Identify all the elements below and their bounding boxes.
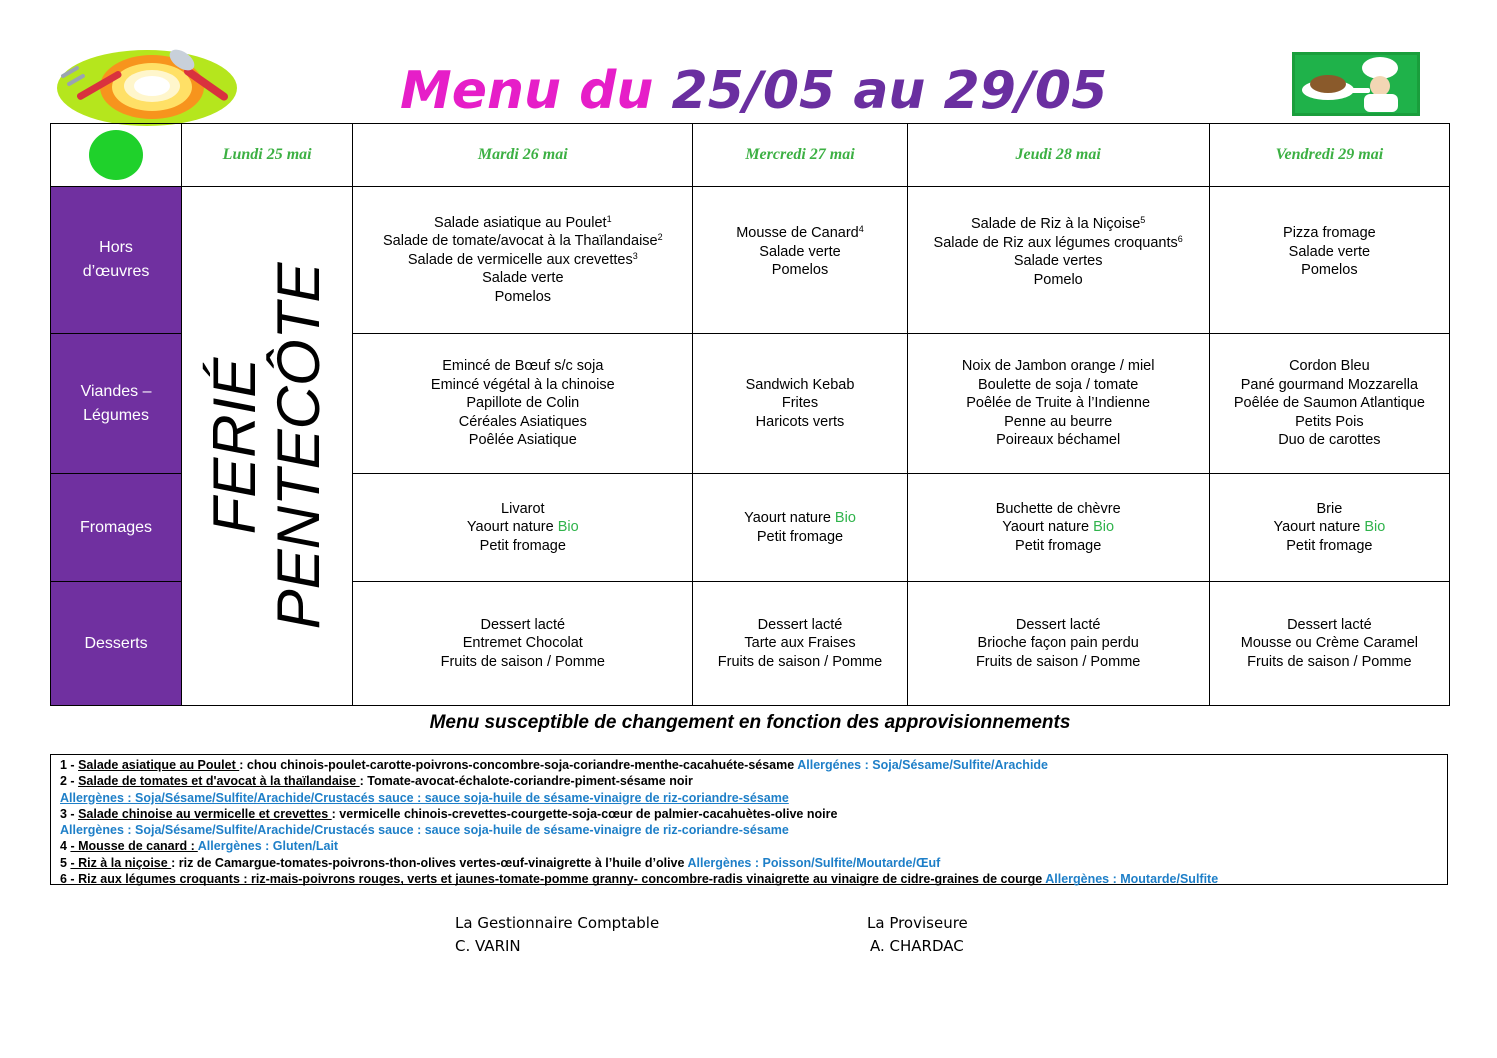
allergen-line-2-details: Allergènes : Soja/Sésame/Sulfite/Arachide/Crustacés sauce : sauce soja-huile de sésame-vinaigre de riz-coriandre-sésame — [60, 790, 789, 805]
tuesday-viandes: Emincé de Bœuf s/c soja Emincé végétal à la chinoise Papillote de Colin Céréales Asiatiques Poêlée Asiatique — [353, 334, 693, 474]
holiday-cell — [182, 187, 353, 706]
day-header-friday: Vendredi 29 mai — [1209, 124, 1449, 187]
allergens-box — [50, 754, 1448, 885]
allergen-line-3-details: Allergènes : Soja/Sésame/Sulfite/Arachide/Crustacés sauce : sauce soja-huile de sésame-vinaigre de riz-coriandre-sésame — [60, 823, 789, 838]
thursday-desserts: Dessert lacté Brioche façon pain perdu Fruits de saison / Pomme — [907, 582, 1209, 706]
day-header-tuesday: Mardi 26 mai — [353, 124, 693, 187]
thursday-hors-doeuvres: Salade de Riz à la Niçoise$^5$ Salade de Riz aux légumes croquants$^6$ Salade vertes Pomelo — [907, 187, 1209, 334]
green-dot-icon — [89, 130, 143, 180]
signature-left-role: La Gestionnaire Comptable — [455, 914, 660, 932]
menu-title — [400, 56, 1120, 126]
thursday-viandes: Noix de Jambon orange / miel Boulette de soja / tomate Poêlée de Truite à l’Indienne Penne au beurre Poireaux béchamel — [907, 334, 1209, 474]
corner-cell — [51, 124, 182, 187]
allergen-line-3: 3 - Salade chinoise au vermicelle et crevettes : vermicelle chinois-crevettes-courgette-soja-cœur de palmier-cacahuètes-olive noire — [60, 806, 838, 821]
menu-change-note: Menu susceptible de changement en fonction des approvisionnements — [429, 712, 1071, 733]
friday-viandes: Cordon Bleu Pané gourmand Mozzarella Poêlée de Saumon Atlantique Petits Pois Duo de carottes — [1209, 334, 1449, 474]
friday-hors-doeuvres: Pizza fromage Salade verte Pomelos — [1209, 187, 1449, 334]
friday-fromages: Brie Yaourt nature Bio Petit fromage — [1209, 474, 1449, 582]
row-label-viandes-legumes: Viandes – Légumes — [51, 334, 182, 474]
tuesday-desserts: Dessert lacté Entremet Chocolat Fruits de saison / Pomme — [353, 582, 693, 706]
row-label-desserts: Desserts — [51, 582, 182, 706]
thursday-fromages: Buchette de chèvre Yaourt nature Bio Petit fromage — [907, 474, 1209, 582]
row-label-fromages: Fromages — [51, 474, 182, 582]
signature-left-name: C. VARIN — [455, 937, 521, 955]
title-dates: 25/05 au 29/05 — [671, 61, 1108, 121]
chef-logo-icon — [1292, 52, 1420, 116]
row-label-hors-doeuvres: Hors d’œuvres — [51, 187, 182, 334]
wednesday-viandes: Sandwich Kebab Frites Haricots verts — [693, 334, 907, 474]
weekly-menu-table — [50, 123, 1450, 706]
allergen-line-1: 1 - Salade asiatique au Poulet : chou chinois-poulet-carotte-poivrons-concombre-soja-coriandre-menthe-cacahuéte-sésame Allergénes : Soja/Sésame/Sulfite/Arachide — [60, 758, 1049, 772]
signature-left — [455, 912, 659, 958]
title-prefix: Menu du — [400, 61, 672, 121]
day-header-thursday: Jeudi 28 mai — [907, 124, 1209, 187]
day-header-wednesday: Mercredi 27 mai — [693, 124, 907, 187]
tuesday-hors-doeuvres: Salade asiatique au Poulet$^1$ Salade de tomate/avocat à la Thaïlandaise$^2$ Salade de vermicelle aux crevettes$^3$ Salade verte Pomelos — [353, 187, 693, 334]
allergen-line-5: 5 - Riz à la niçoise : riz de Camargue-tomates-poivrons-thon-olives vertes-œuf-vinaigrette à l’huile d’olive Allergènes : Poisson/Sulfite/Moutarde/Œuf — [60, 855, 941, 870]
tuesday-fromages: Livarot Yaourt nature Bio Petit fromage — [353, 474, 693, 582]
friday-desserts: Dessert lacté Mousse ou Crème Caramel Fruits de saison / Pomme — [1209, 582, 1449, 706]
wednesday-hors-doeuvres: Mousse de Canard$^4$ Salade verte Pomelos — [693, 187, 907, 334]
wednesday-desserts: Dessert lacté Tarte aux Fraises Fruits de saison / Pomme — [693, 582, 907, 706]
allergen-line-2: 2 - Salade de tomates et d'avocat à la thaïlandaise : Tomate-avocat-échalote-coriandre-piment-sésame noir — [60, 774, 693, 789]
plate-cutlery-logo-icon — [52, 42, 242, 132]
holiday-label: FERIÉ PENTECÔTE — [201, 262, 333, 630]
allergen-line-4: 4 - Mousse de canard : Allergènes : Gluten/Lait — [60, 839, 339, 854]
wednesday-fromages: Yaourt nature Bio Petit fromage — [693, 474, 907, 582]
day-header-monday: Lundi 25 mai — [182, 124, 353, 187]
signature-right — [867, 912, 968, 958]
allergen-line-6: 6 - Riz aux légumes croquants : riz-mais-poivrons rouges, verts et jaunes-tomate-pomme granny- concombre-radis vinaigrette au vinaigre de cidre-graines de courge Allergènes : Moutarde/Sulfite — [60, 872, 1219, 887]
signature-right-name: A. CHARDAC — [870, 937, 964, 955]
signature-right-role: La Proviseure — [867, 914, 968, 932]
